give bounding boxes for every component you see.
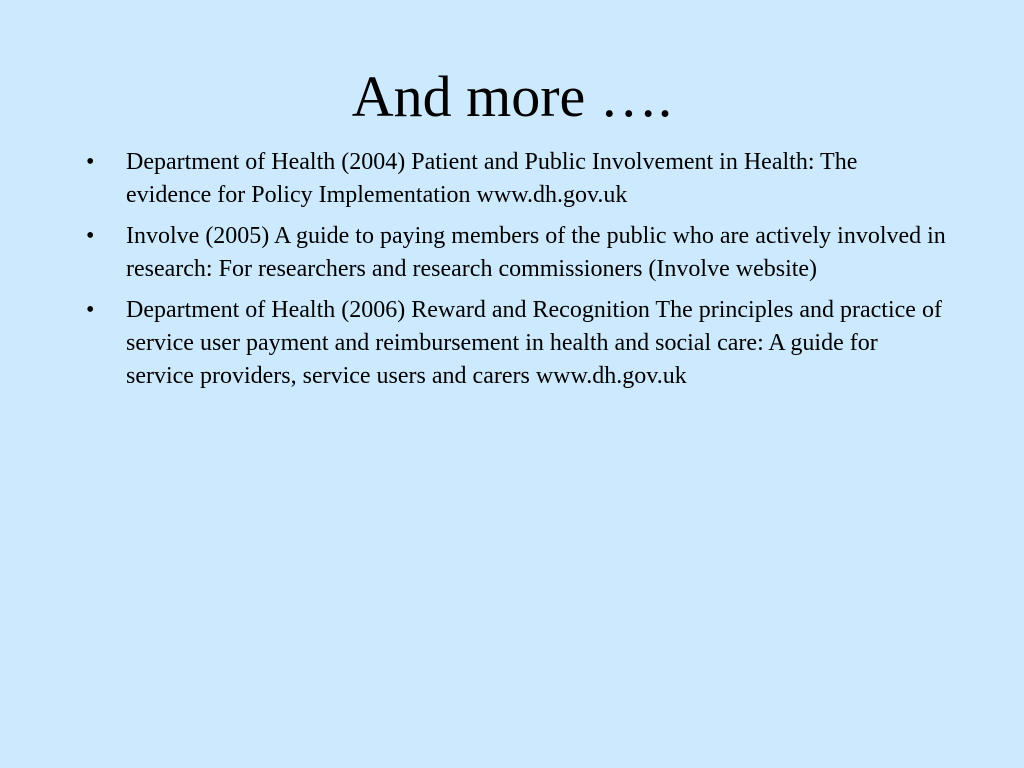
reference-text: Department of Health (2004) Patient and Public Involvement in Health: The evidence for Policy Implementation www.dh.gov.uk (126, 149, 858, 208)
list-item (86, 146, 946, 212)
reference-list (86, 146, 946, 401)
bullet-icon: • (86, 297, 95, 323)
bullet-icon: • (86, 149, 95, 175)
list-item (86, 294, 946, 393)
slide-title: And more …. (351, 64, 673, 129)
reference-text: Involve (2005) A guide to paying members of the public who are actively involved in research: For researchers and research commissioners (Involve website) (126, 223, 946, 282)
bullet-icon: • (86, 223, 95, 249)
list-item (86, 220, 946, 286)
reference-text: Department of Health (2006) Reward and Recognition The principles and practice of service user payment and reimbursement in health and social care: A guide for service providers, service users and carers www.dh.gov.uk (126, 297, 942, 389)
